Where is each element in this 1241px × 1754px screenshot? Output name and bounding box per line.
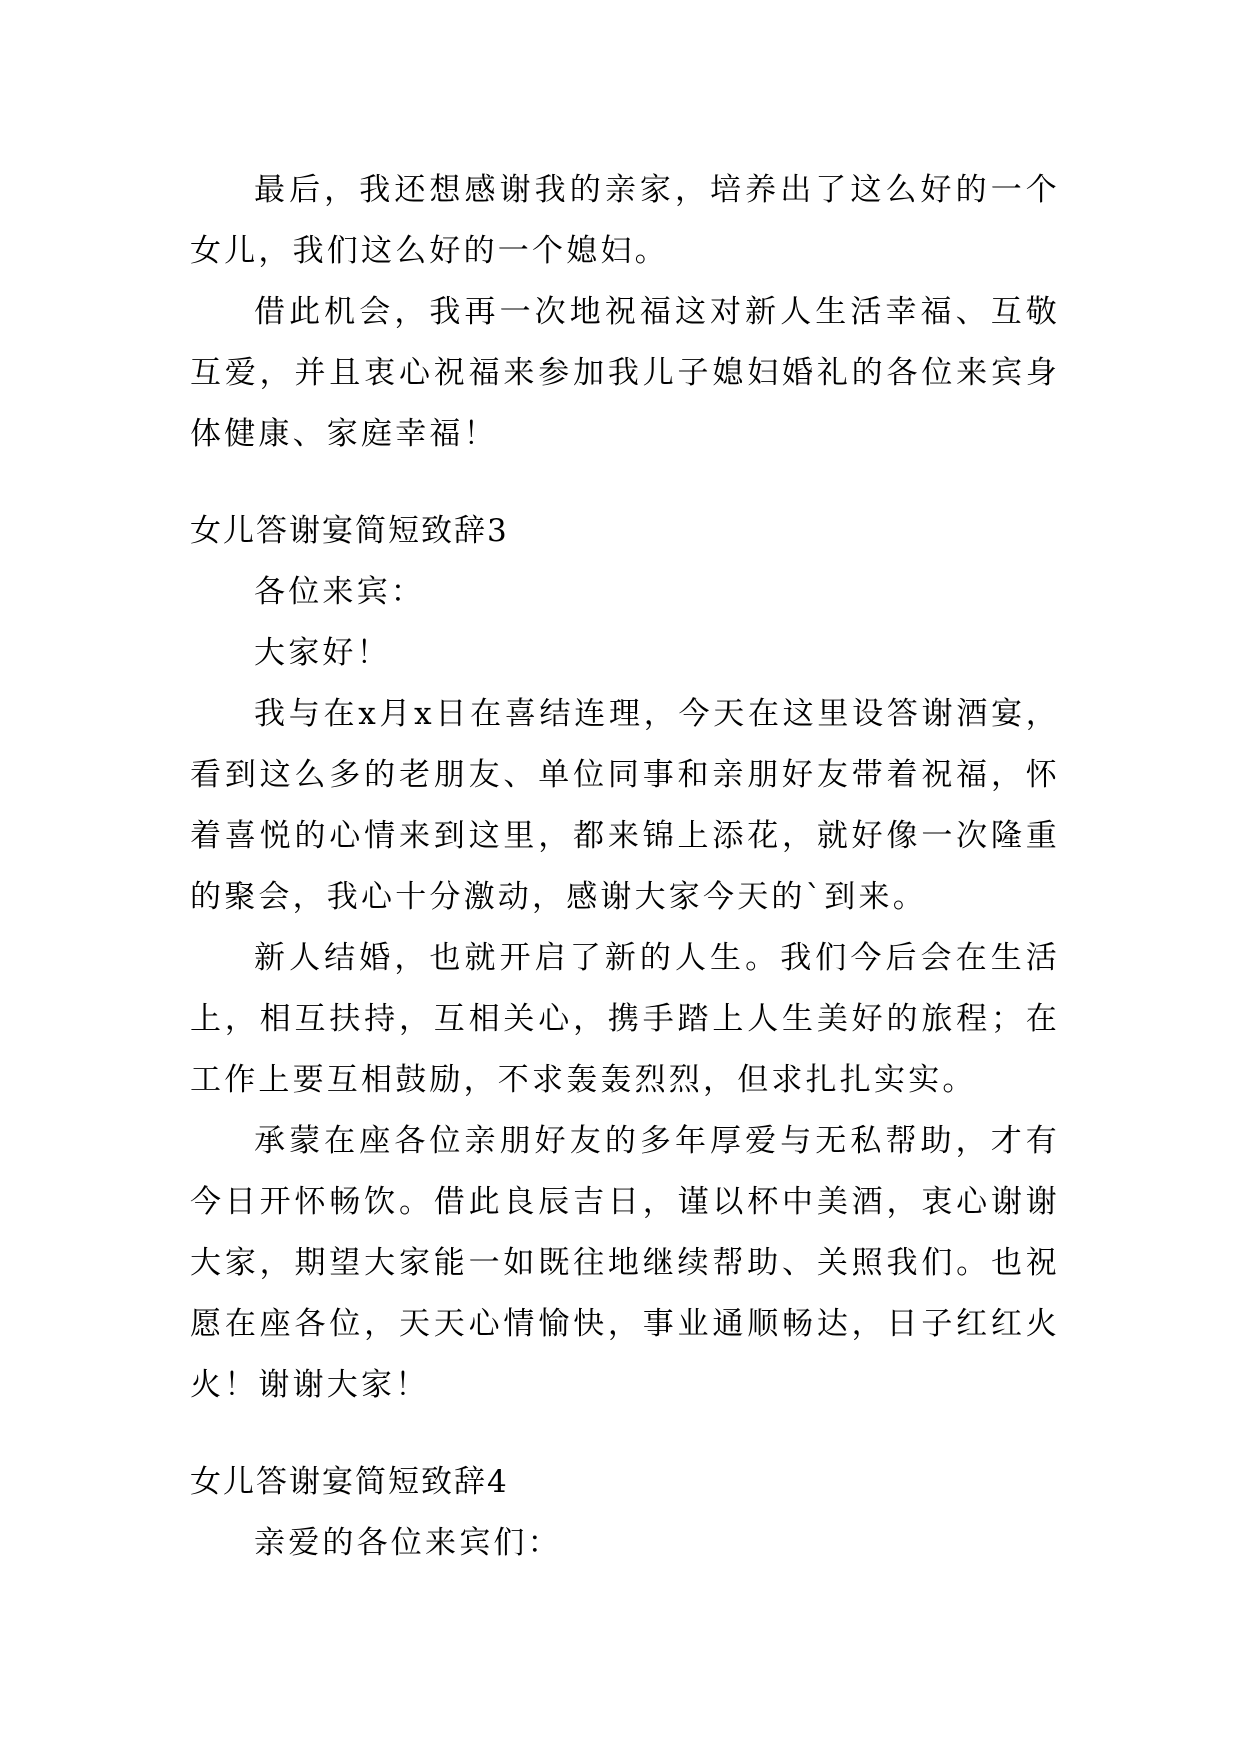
document-body: [190, 160, 1060, 1574]
greeting: 大家好！: [254, 635, 391, 671]
section-heading: 女儿答谢宴简短致辞3: [190, 513, 509, 549]
paragraph: 新人结婚，也就开启了新的人生。我们今后会在生活上，相互扶持，互相关心，携手踏上人生美好的旅程；在工作上要互相鼓励，不求轰轰烈烈，但求扎扎实实。: [190, 940, 1060, 1098]
paragraph: 我与在x月x日在喜结连理，今天在这里设答谢酒宴，看到这么多的老朋友、单位同事和亲朋好友带着祝福，怀着喜悦的心情来到这里，都来锦上添花，就好像一次隆重的聚会，我心十分激动，感谢大家今天的`到来。: [190, 696, 1060, 915]
paragraph: 承蒙在座各位亲朋好友的多年厚爱与无私帮助，才有今日开怀畅饮。借此良辰吉日，谨以杯中美酒，衷心谢谢大家，期望大家能一如既往地继续帮助、关照我们。也祝愿在座各位，天天心情愉快，事业通顺畅达，日子红红火火！谢谢大家！: [190, 1123, 1060, 1403]
salutation: 亲爱的各位来宾们：: [254, 1525, 562, 1561]
paragraph: 最后，我还想感谢我的亲家，培养出了这么好的一个女儿，我们这么好的一个媳妇。: [190, 172, 1060, 269]
salutation: 各位来宾：: [254, 574, 425, 610]
section-heading: 女儿答谢宴简短致辞4: [190, 1464, 509, 1500]
paragraph: 借此机会，我再一次地祝福这对新人生活幸福、互敬互爱，并且衷心祝福来参加我儿子媳妇婚礼的各位来宾身体健康、家庭幸福！: [190, 294, 1060, 452]
